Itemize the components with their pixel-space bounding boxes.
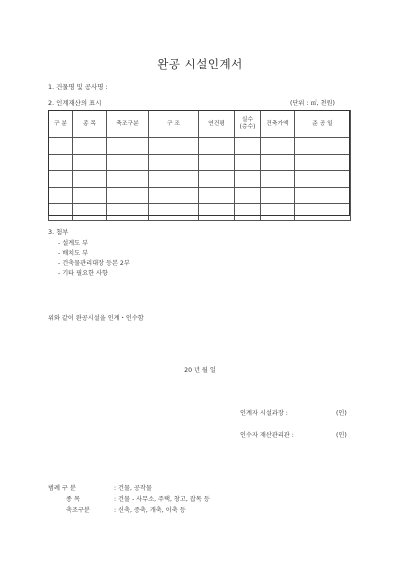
table-cell [199, 204, 235, 221]
table-cell [73, 154, 107, 171]
seal-mark: (인) [336, 410, 347, 417]
table-cell [199, 138, 235, 155]
seal-mark: (인) [336, 432, 347, 439]
column-header: 구 조 [149, 111, 199, 138]
table-cell [149, 171, 199, 188]
legend-key: 범례 구 분 [48, 485, 76, 492]
table-cell [107, 154, 149, 171]
table-cell [235, 187, 261, 204]
table-cell [235, 154, 261, 171]
column-header: 실수 (층수) [235, 111, 261, 138]
legend-value: : 건물, 공작물 [114, 485, 152, 492]
column-header: 구 분 [49, 111, 73, 138]
table-body [49, 138, 351, 221]
table-cell [295, 154, 351, 171]
table-row [49, 138, 351, 155]
table-cell [199, 171, 235, 188]
property-table [48, 110, 351, 221]
unit-note: (단위 : ㎡, 천원) [290, 100, 335, 107]
table-cell [73, 138, 107, 155]
table-cell [295, 171, 351, 188]
table-cell [49, 138, 73, 155]
table-cell [261, 204, 295, 221]
table-cell [149, 187, 199, 204]
attachment-item: - 배치도 부 [58, 250, 89, 257]
table-row [49, 171, 351, 188]
table-row [49, 154, 351, 171]
date-line: 20 년 월 일 [184, 367, 216, 374]
column-header: 건축가액 [261, 111, 295, 138]
table-cell [49, 154, 73, 171]
table-cell [235, 171, 261, 188]
table-cell [149, 154, 199, 171]
table-cell [149, 204, 199, 221]
legend-value: : 건물 - 사무소, 주택, 창고, 잡목 등 [114, 496, 210, 503]
attachment-item: - 기타 필요한 사항 [58, 270, 108, 277]
section-1-building-name: 1. 건물명 및 공사명 : [48, 83, 108, 91]
table-cell [73, 171, 107, 188]
table-cell [261, 187, 295, 204]
table-cell [73, 187, 107, 204]
table-cell [73, 204, 107, 221]
section-3-attachments: 3. 첨부 [48, 228, 69, 236]
table-cell [107, 187, 149, 204]
table-cell [295, 138, 351, 155]
column-header: 연건평 [199, 111, 235, 138]
table-cell [107, 138, 149, 155]
signer-receiver-label: 인수자 재산관리관 : [240, 432, 294, 439]
table-cell [199, 154, 235, 171]
table-cell [199, 187, 235, 204]
handover-statement: 위와 같이 완공시설을 인계・인수함 [48, 315, 144, 322]
table-cell [261, 171, 295, 188]
column-header: 준 공 일 [295, 111, 351, 138]
attachment-item: - 건축물관리대장 등본 2부 [58, 260, 130, 267]
legend-key: 종 목 [66, 496, 80, 503]
table-cell [235, 204, 261, 221]
table-cell [49, 204, 73, 221]
table-cell [49, 187, 73, 204]
table-cell [261, 154, 295, 171]
attachment-item: - 설계도 부 [58, 240, 89, 247]
section-2-heading: 2. 인계재산의 표시 [48, 99, 102, 107]
table-cell [149, 138, 199, 155]
document-title: 완공 시설인계서 [157, 57, 243, 71]
table-cell [235, 138, 261, 155]
legend-value: : 신축, 증축, 개축, 이축 등 [114, 507, 186, 514]
table-cell [295, 204, 351, 221]
table-header-row [49, 111, 351, 138]
table-cell [107, 171, 149, 188]
table-cell [49, 171, 73, 188]
table-cell [295, 187, 351, 204]
table-row [49, 204, 351, 221]
legend-key: 축조구분 [66, 507, 90, 514]
table-cell [261, 138, 295, 155]
column-header: 축조구분 [107, 111, 149, 138]
table-cell [107, 204, 149, 221]
signer-handover-label: 인계자 시설과장 : [240, 410, 288, 417]
table-row [49, 187, 351, 204]
column-header: 종 목 [73, 111, 107, 138]
